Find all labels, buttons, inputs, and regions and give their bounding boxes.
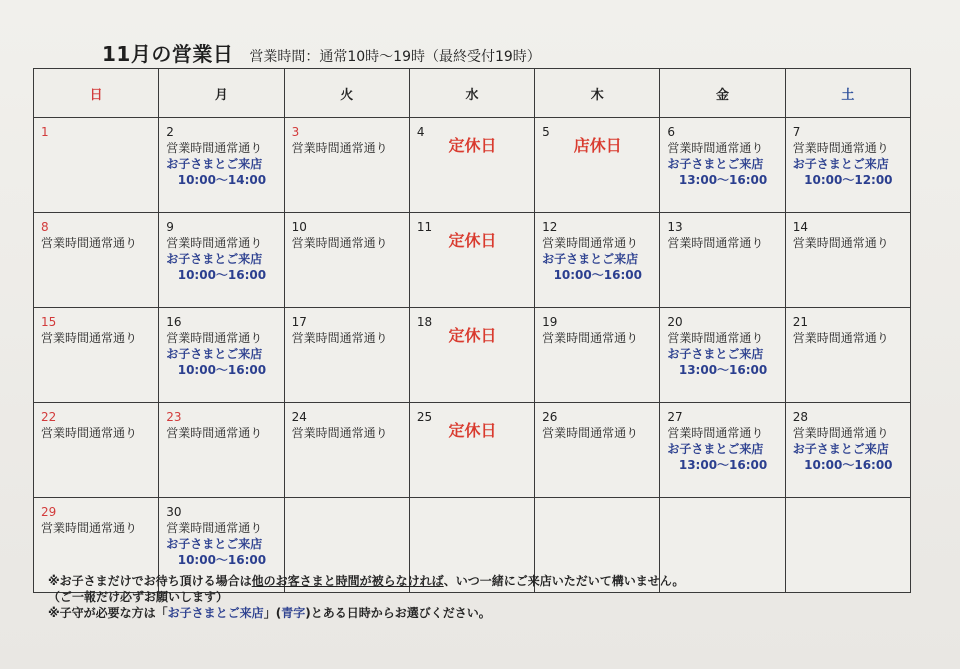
- calendar-day-cell: [409, 213, 534, 308]
- normal-hours-label: 営業時間通常通り: [166, 331, 263, 345]
- day-number: 23: [166, 410, 182, 424]
- weekday-sat: 土: [785, 69, 910, 118]
- note-line-3-b: 」(: [263, 606, 282, 620]
- kids-visit-time: 10:00～16:00: [177, 363, 267, 377]
- day-number: 10: [291, 220, 307, 234]
- day-number: 24: [291, 410, 307, 424]
- kids-visit-label: お子さまとご来店: [166, 537, 263, 551]
- normal-hours-label: 営業時間通常通り: [291, 236, 388, 250]
- kids-visit-label: お子さまとご来店: [792, 157, 889, 171]
- kids-visit-time: 10:00～16:00: [177, 553, 267, 567]
- kids-visit-label: お子さまとご来店: [166, 157, 263, 171]
- normal-hours-label: 営業時間通常通り: [667, 141, 764, 155]
- calendar-day-cell: [535, 213, 660, 308]
- calendar-header: [102, 38, 541, 67]
- day-number: 5: [542, 125, 550, 139]
- calendar-day-cell: [409, 308, 534, 403]
- footer-notes: [48, 573, 684, 621]
- kids-visit-label: お子さまとご来店: [166, 252, 263, 266]
- calendar-week-row: [34, 213, 911, 308]
- normal-hours-label: 営業時間通常通り: [667, 236, 764, 250]
- normal-hours-label: 営業時間通常通り: [166, 141, 263, 155]
- calendar-day-cell: [159, 403, 284, 498]
- day-number: 22: [41, 410, 57, 424]
- normal-hours-label: 営業時間通常通り: [41, 521, 138, 535]
- calendar-day-cell: [660, 308, 785, 403]
- normal-hours-label: 営業時間通常通り: [291, 426, 388, 440]
- note-line-1-a: ※お子さまだけでお待ち頂ける場合は: [48, 574, 252, 588]
- normal-hours-label: 営業時間通常通り: [166, 426, 263, 440]
- calendar-day-cell: [409, 403, 534, 498]
- day-number: 6: [667, 125, 676, 139]
- normal-hours-label: 営業時間通常通り: [542, 426, 639, 440]
- normal-hours-label: 営業時間通常通り: [41, 426, 138, 440]
- calendar-week-row: [34, 308, 911, 403]
- calendar-day-cell: [535, 118, 660, 213]
- calendar-day-cell: [159, 118, 284, 213]
- note-line-2: （ご一報だけ必ずお願いします）: [48, 590, 229, 604]
- calendar-day-cell: [409, 118, 534, 213]
- calendar-day-cell: [660, 118, 785, 213]
- normal-hours-label: 営業時間通常通り: [792, 236, 889, 250]
- note-line-1: [48, 573, 684, 589]
- note-line-3-blue: お子さまとご来店: [167, 606, 264, 620]
- day-number: 16: [166, 315, 182, 329]
- note-line-3-c: )とある日時からお選びください。: [305, 606, 491, 620]
- kids-visit-time: 13:00～16:00: [678, 363, 768, 377]
- calendar-day-cell: [34, 308, 159, 403]
- day-number: 4: [416, 125, 425, 139]
- normal-hours-label: 営業時間通常通り: [542, 331, 639, 345]
- day-number: 25: [416, 410, 433, 424]
- kids-visit-time: 10:00～16:00: [553, 268, 642, 282]
- closed-day-label: 定休日: [448, 136, 497, 155]
- calendar-day-cell: [785, 213, 910, 308]
- calendar-week-row: [34, 403, 911, 498]
- normal-hours-label: 営業時間通常通り: [667, 331, 764, 345]
- calendar-day-cell: [785, 308, 910, 403]
- calendar-day-cell: [535, 308, 660, 403]
- kids-visit-label: お子さまとご来店: [667, 157, 764, 171]
- kids-visit-time: 10:00～16:00: [804, 458, 893, 472]
- day-number: 18: [416, 315, 433, 329]
- weekday-sun: 日: [34, 69, 159, 118]
- calendar-day-cell: [785, 498, 910, 593]
- kids-visit-label: お子さまとご来店: [542, 252, 639, 266]
- calendar-day-cell: [660, 403, 785, 498]
- calendar-day-cell: [284, 403, 409, 498]
- closed-day-label: 定休日: [448, 421, 497, 440]
- kids-visit-label: お子さまとご来店: [166, 347, 263, 361]
- day-number: 12: [542, 220, 558, 234]
- day-number: 30: [166, 505, 182, 519]
- normal-hours-label: 営業時間通常通り: [667, 426, 764, 440]
- calendar-day-cell: [660, 213, 785, 308]
- calendar-day-cell: [159, 213, 284, 308]
- calendar-body: [34, 118, 911, 593]
- normal-hours-label: 営業時間通常通り: [291, 331, 388, 345]
- calendar-day-cell: [159, 308, 284, 403]
- day-number: 29: [41, 505, 57, 519]
- kids-visit-label: お子さまとご来店: [667, 347, 764, 361]
- note-line-1-b: 、いつ一緒にご来店いただいて構いません。: [443, 574, 685, 588]
- kids-visit-time: 13:00～16:00: [678, 173, 768, 187]
- day-number: 2: [166, 125, 174, 139]
- day-number: 9: [166, 220, 174, 234]
- weekday-wed: 水: [409, 69, 534, 118]
- calendar-table: [33, 68, 911, 593]
- calendar-day-cell: [284, 308, 409, 403]
- day-number: 28: [792, 410, 808, 424]
- day-number: 26: [542, 410, 558, 424]
- weekday-header-row: [34, 69, 911, 118]
- normal-hours-label: 営業時間通常通り: [542, 236, 639, 250]
- normal-hours-label: 営業時間通常通り: [792, 331, 889, 345]
- calendar-day-cell: [34, 403, 159, 498]
- note-line-3: [48, 605, 684, 621]
- day-number: 8: [41, 220, 49, 234]
- weekday-thu: 木: [535, 69, 660, 118]
- kids-visit-time: 10:00～14:00: [177, 173, 267, 187]
- day-number: 13: [667, 220, 683, 234]
- normal-hours-label: 営業時間通常通り: [291, 141, 388, 155]
- weekday-tue: 火: [284, 69, 409, 118]
- day-number: 14: [792, 220, 808, 234]
- closed-day-label: 定休日: [448, 326, 497, 345]
- closed-day-label: 定休日: [448, 231, 497, 250]
- day-number: 11: [416, 220, 433, 234]
- normal-hours-label: 営業時間通常通り: [792, 141, 889, 155]
- page-title: 11月の営業日: [102, 42, 234, 66]
- kids-visit-time: 10:00～16:00: [177, 268, 267, 282]
- calendar-day-cell: [785, 403, 910, 498]
- day-number: 7: [792, 125, 801, 139]
- calendar-day-cell: [535, 403, 660, 498]
- day-number: 19: [542, 315, 558, 329]
- kids-visit-time: 10:00～12:00: [804, 173, 893, 187]
- calendar-week-row: [34, 118, 911, 213]
- normal-hours-label: 営業時間通常通り: [41, 236, 138, 250]
- note-line-1-underline: 他のお客さまと時間が被らなければ: [251, 574, 444, 588]
- normal-hours-label: 営業時間通常通り: [166, 236, 263, 250]
- day-number: 21: [792, 315, 808, 329]
- normal-hours-label: 営業時間通常通り: [792, 426, 889, 440]
- kids-visit-label: お子さまとご来店: [792, 442, 889, 456]
- weekday-mon: 月: [159, 69, 284, 118]
- day-number: 27: [667, 410, 683, 424]
- normal-hours-label: 営業時間通常通り: [41, 331, 138, 345]
- kids-visit-label: お子さまとご来店: [667, 442, 764, 456]
- note-line-3-a: ※子守が必要な方は「: [48, 606, 168, 620]
- weekday-fri: 金: [660, 69, 785, 118]
- business-hours-note: 営業時間：通常10時～19時（最終受付19時）: [249, 49, 541, 65]
- calendar-day-cell: [34, 118, 159, 213]
- calendar-day-cell: [785, 118, 910, 213]
- closed-day-label: 店休日: [573, 136, 622, 155]
- day-number: 3: [291, 125, 300, 139]
- calendar-day-cell: [284, 118, 409, 213]
- note-line-3-blue2: 青字: [281, 606, 306, 620]
- calendar-day-cell: [284, 213, 409, 308]
- normal-hours-label: 営業時間通常通り: [166, 521, 263, 535]
- calendar-day-cell: [34, 213, 159, 308]
- day-number: 1: [41, 125, 49, 139]
- day-number: 15: [41, 315, 57, 329]
- day-number: 20: [667, 315, 683, 329]
- kids-visit-time: 13:00～16:00: [678, 458, 768, 472]
- day-number: 17: [291, 315, 307, 329]
